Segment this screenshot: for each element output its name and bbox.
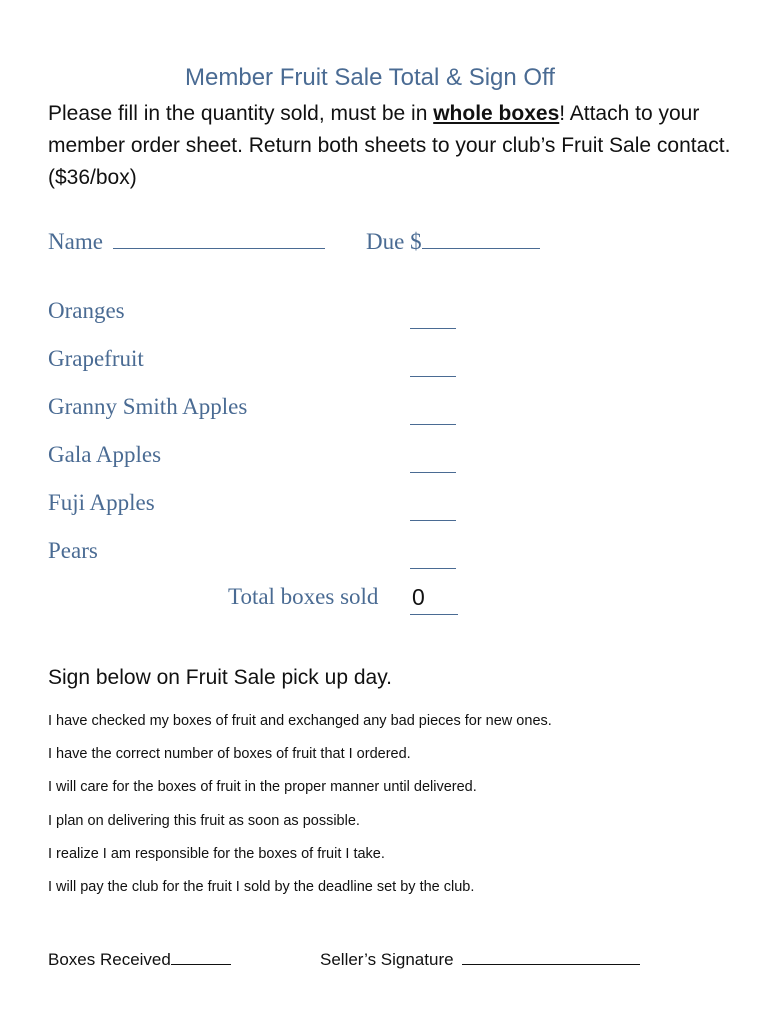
fruit-row-granny-smith-apples bbox=[48, 394, 468, 426]
form-title: Member Fruit Sale Total & Sign Off bbox=[185, 64, 555, 91]
due-label: Due $ bbox=[366, 229, 422, 254]
instructions-text-2: ! Attach to your member order sheet. Return both sheets to your club’s Fruit Sale contact. ($36/box) bbox=[48, 102, 731, 189]
name-input-line[interactable] bbox=[113, 226, 325, 249]
quantity-input-line[interactable] bbox=[410, 546, 456, 569]
fruit-label: Pears bbox=[48, 538, 98, 563]
fruit-row-pears bbox=[48, 538, 468, 570]
instructions-text-1: Please fill in the quantity sold, must be in bbox=[48, 102, 434, 125]
quantity-input-line[interactable] bbox=[410, 354, 456, 377]
agreement-statement: I realize I am responsible for the boxes of fruit I take. bbox=[48, 845, 385, 862]
fruit-label: Granny Smith Apples bbox=[48, 394, 248, 419]
quantity-input-line[interactable] bbox=[410, 306, 456, 329]
signature-label: Seller’s Signature bbox=[320, 950, 459, 969]
signoff-heading: Sign below on Fruit Sale pick up day. bbox=[48, 666, 392, 689]
instructions bbox=[48, 98, 738, 194]
due-field-row bbox=[366, 226, 540, 255]
name-label: Name bbox=[48, 229, 103, 254]
signature-row bbox=[320, 948, 640, 970]
agreement-statement: I will care for the boxes of fruit in the proper manner until delivered. bbox=[48, 779, 477, 796]
boxes-received-label: Boxes Received bbox=[48, 950, 171, 969]
quantity-input-line[interactable] bbox=[410, 498, 456, 521]
boxes-received-row bbox=[48, 948, 231, 970]
due-input-line[interactable] bbox=[422, 226, 540, 249]
instructions-emphasis: whole boxes bbox=[433, 102, 560, 125]
agreement-statement: I have checked my boxes of fruit and exchanged any bad pieces for new ones. bbox=[48, 713, 552, 729]
total-label: Total boxes sold bbox=[228, 584, 379, 609]
agreement-statement: I plan on delivering this fruit as soon as possible. bbox=[48, 812, 360, 829]
fruit-row-fuji-apples bbox=[48, 490, 468, 522]
agreement-statement: I will pay the club for the fruit I sold by the deadline set by the club. bbox=[48, 878, 475, 895]
fruit-row-grapefruit bbox=[48, 346, 468, 378]
quantity-input-line[interactable] bbox=[410, 402, 456, 425]
quantity-input-line[interactable] bbox=[410, 450, 456, 473]
fruit-label: Oranges bbox=[48, 298, 125, 323]
total-row bbox=[228, 584, 488, 616]
fruit-label: Grapefruit bbox=[48, 346, 144, 371]
fruit-label: Gala Apples bbox=[48, 442, 162, 467]
boxes-received-input-line[interactable] bbox=[171, 948, 231, 965]
agreement-statement: I have the correct number of boxes of fruit that I ordered. bbox=[48, 746, 411, 763]
agreement-list bbox=[48, 712, 728, 911]
total-boxes-field[interactable]: 0 bbox=[410, 584, 458, 615]
fruit-row-gala-apples bbox=[48, 442, 468, 474]
fruit-row-oranges bbox=[48, 298, 468, 330]
name-field-row bbox=[48, 226, 325, 255]
signature-input-line[interactable] bbox=[462, 948, 640, 965]
fruit-label: Fuji Apples bbox=[48, 490, 155, 515]
